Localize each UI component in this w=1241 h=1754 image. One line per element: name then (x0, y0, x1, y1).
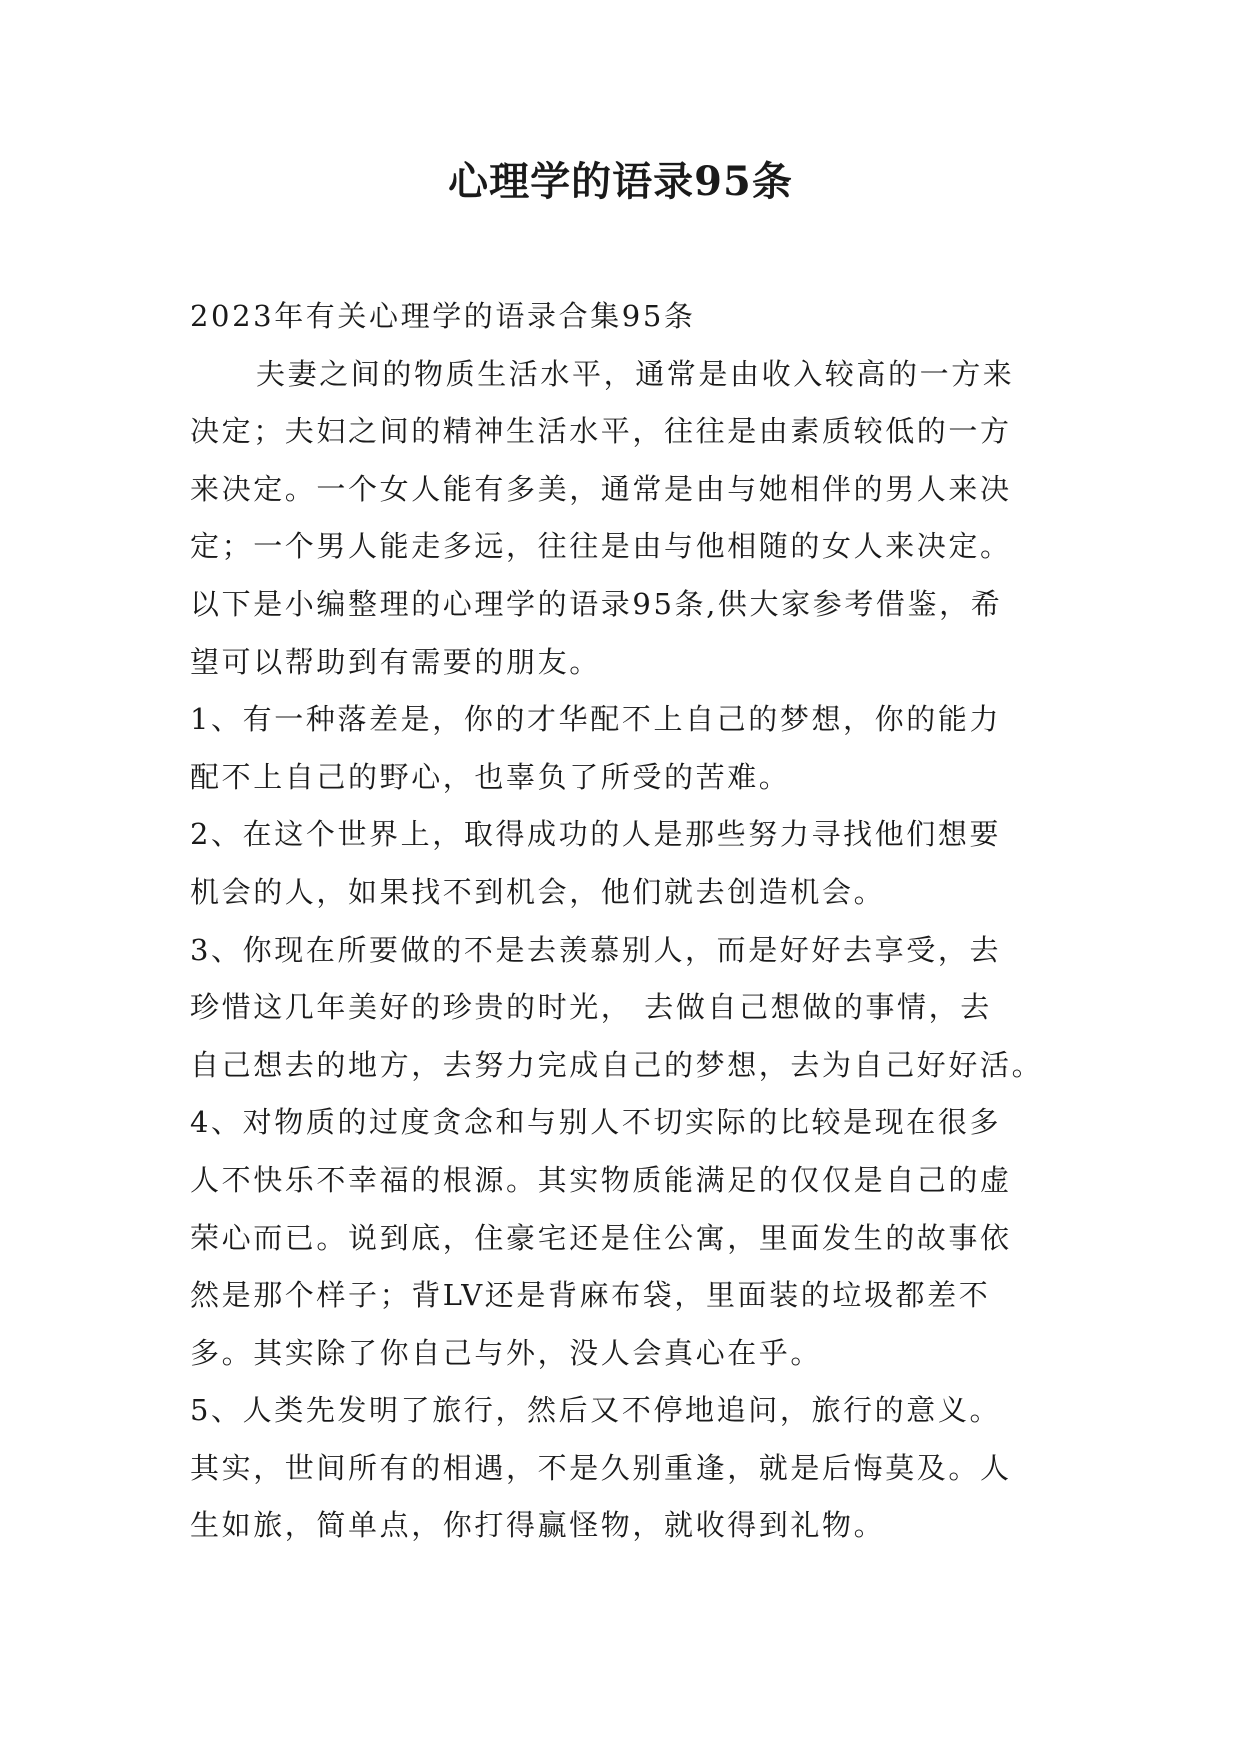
text-line: 4、对物质的过度贪念和与别人不切实际的比较是现在很多 (190, 1105, 1002, 1140)
text-line: 3、你现在所要做的不是去羡慕别人，而是好好去享受，去 (190, 932, 1002, 967)
text-line: 以下是小编整理的心理学的语录95条,供大家参考借鉴，希 (190, 586, 1003, 621)
text-line: 夫妻之间的物质生活水平，通常是由收入较高的一方来 (256, 356, 1015, 391)
text-line: 来决定。一个女人能有多美，通常是由与她相伴的男人来决 (190, 471, 1012, 506)
text-line: 荣心而已。说到底，住豪宅还是住公寓，里面发生的故事依 (190, 1220, 1012, 1255)
text-line: 机会的人，如果找不到机会，他们就去创造机会。 (190, 874, 886, 909)
text-line: 生如旅，简单点，你打得赢怪物，就收得到礼物。 (190, 1508, 886, 1543)
text-line: 珍惜这几年美好的珍贵的时光， 去做自己想做的事情，去 (190, 990, 992, 1025)
document-subtitle: 2023年有关心理学的语录合集95条 (190, 299, 696, 333)
document-body (190, 288, 1070, 1555)
text-line: 1、有一种落差是，你的才华配不上自己的梦想，你的能力 (190, 702, 1002, 737)
text-line: 自己想去的地方，去努力完成自己的梦想，去为自己好好活。 (190, 1047, 1044, 1082)
text-line: 配不上自己的野心，也辜负了所受的苦难。 (190, 759, 791, 794)
text-line: 其实，世间所有的相遇，不是久别重逢，就是后悔莫及。人 (190, 1450, 1012, 1485)
text-line: 人不快乐不幸福的根源。其实物质能满足的仅仅是自己的虚 (190, 1162, 1012, 1197)
text-line: 定；一个男人能走多远，往往是由与他相随的女人来决定。 (190, 529, 1012, 564)
document-title: 心理学的语录95条 (448, 158, 793, 205)
text-line: 多。其实除了你自己与外，没人会真心在乎。 (190, 1335, 823, 1370)
text-line: 望可以帮助到有需要的朋友。 (190, 644, 601, 679)
text-line: 决定；夫妇之间的精神生活水平，往往是由素质较低的一方 (190, 414, 1012, 449)
text-line: 5、人类先发明了旅行，然后又不停地追问，旅行的意义。 (190, 1393, 1002, 1428)
text-line: 2、在这个世界上，取得成功的人是那些努力寻找他们想要 (190, 817, 1002, 852)
text-line: 然是那个样子；背LV还是背麻布袋，里面装的垃圾都差不 (190, 1278, 991, 1313)
